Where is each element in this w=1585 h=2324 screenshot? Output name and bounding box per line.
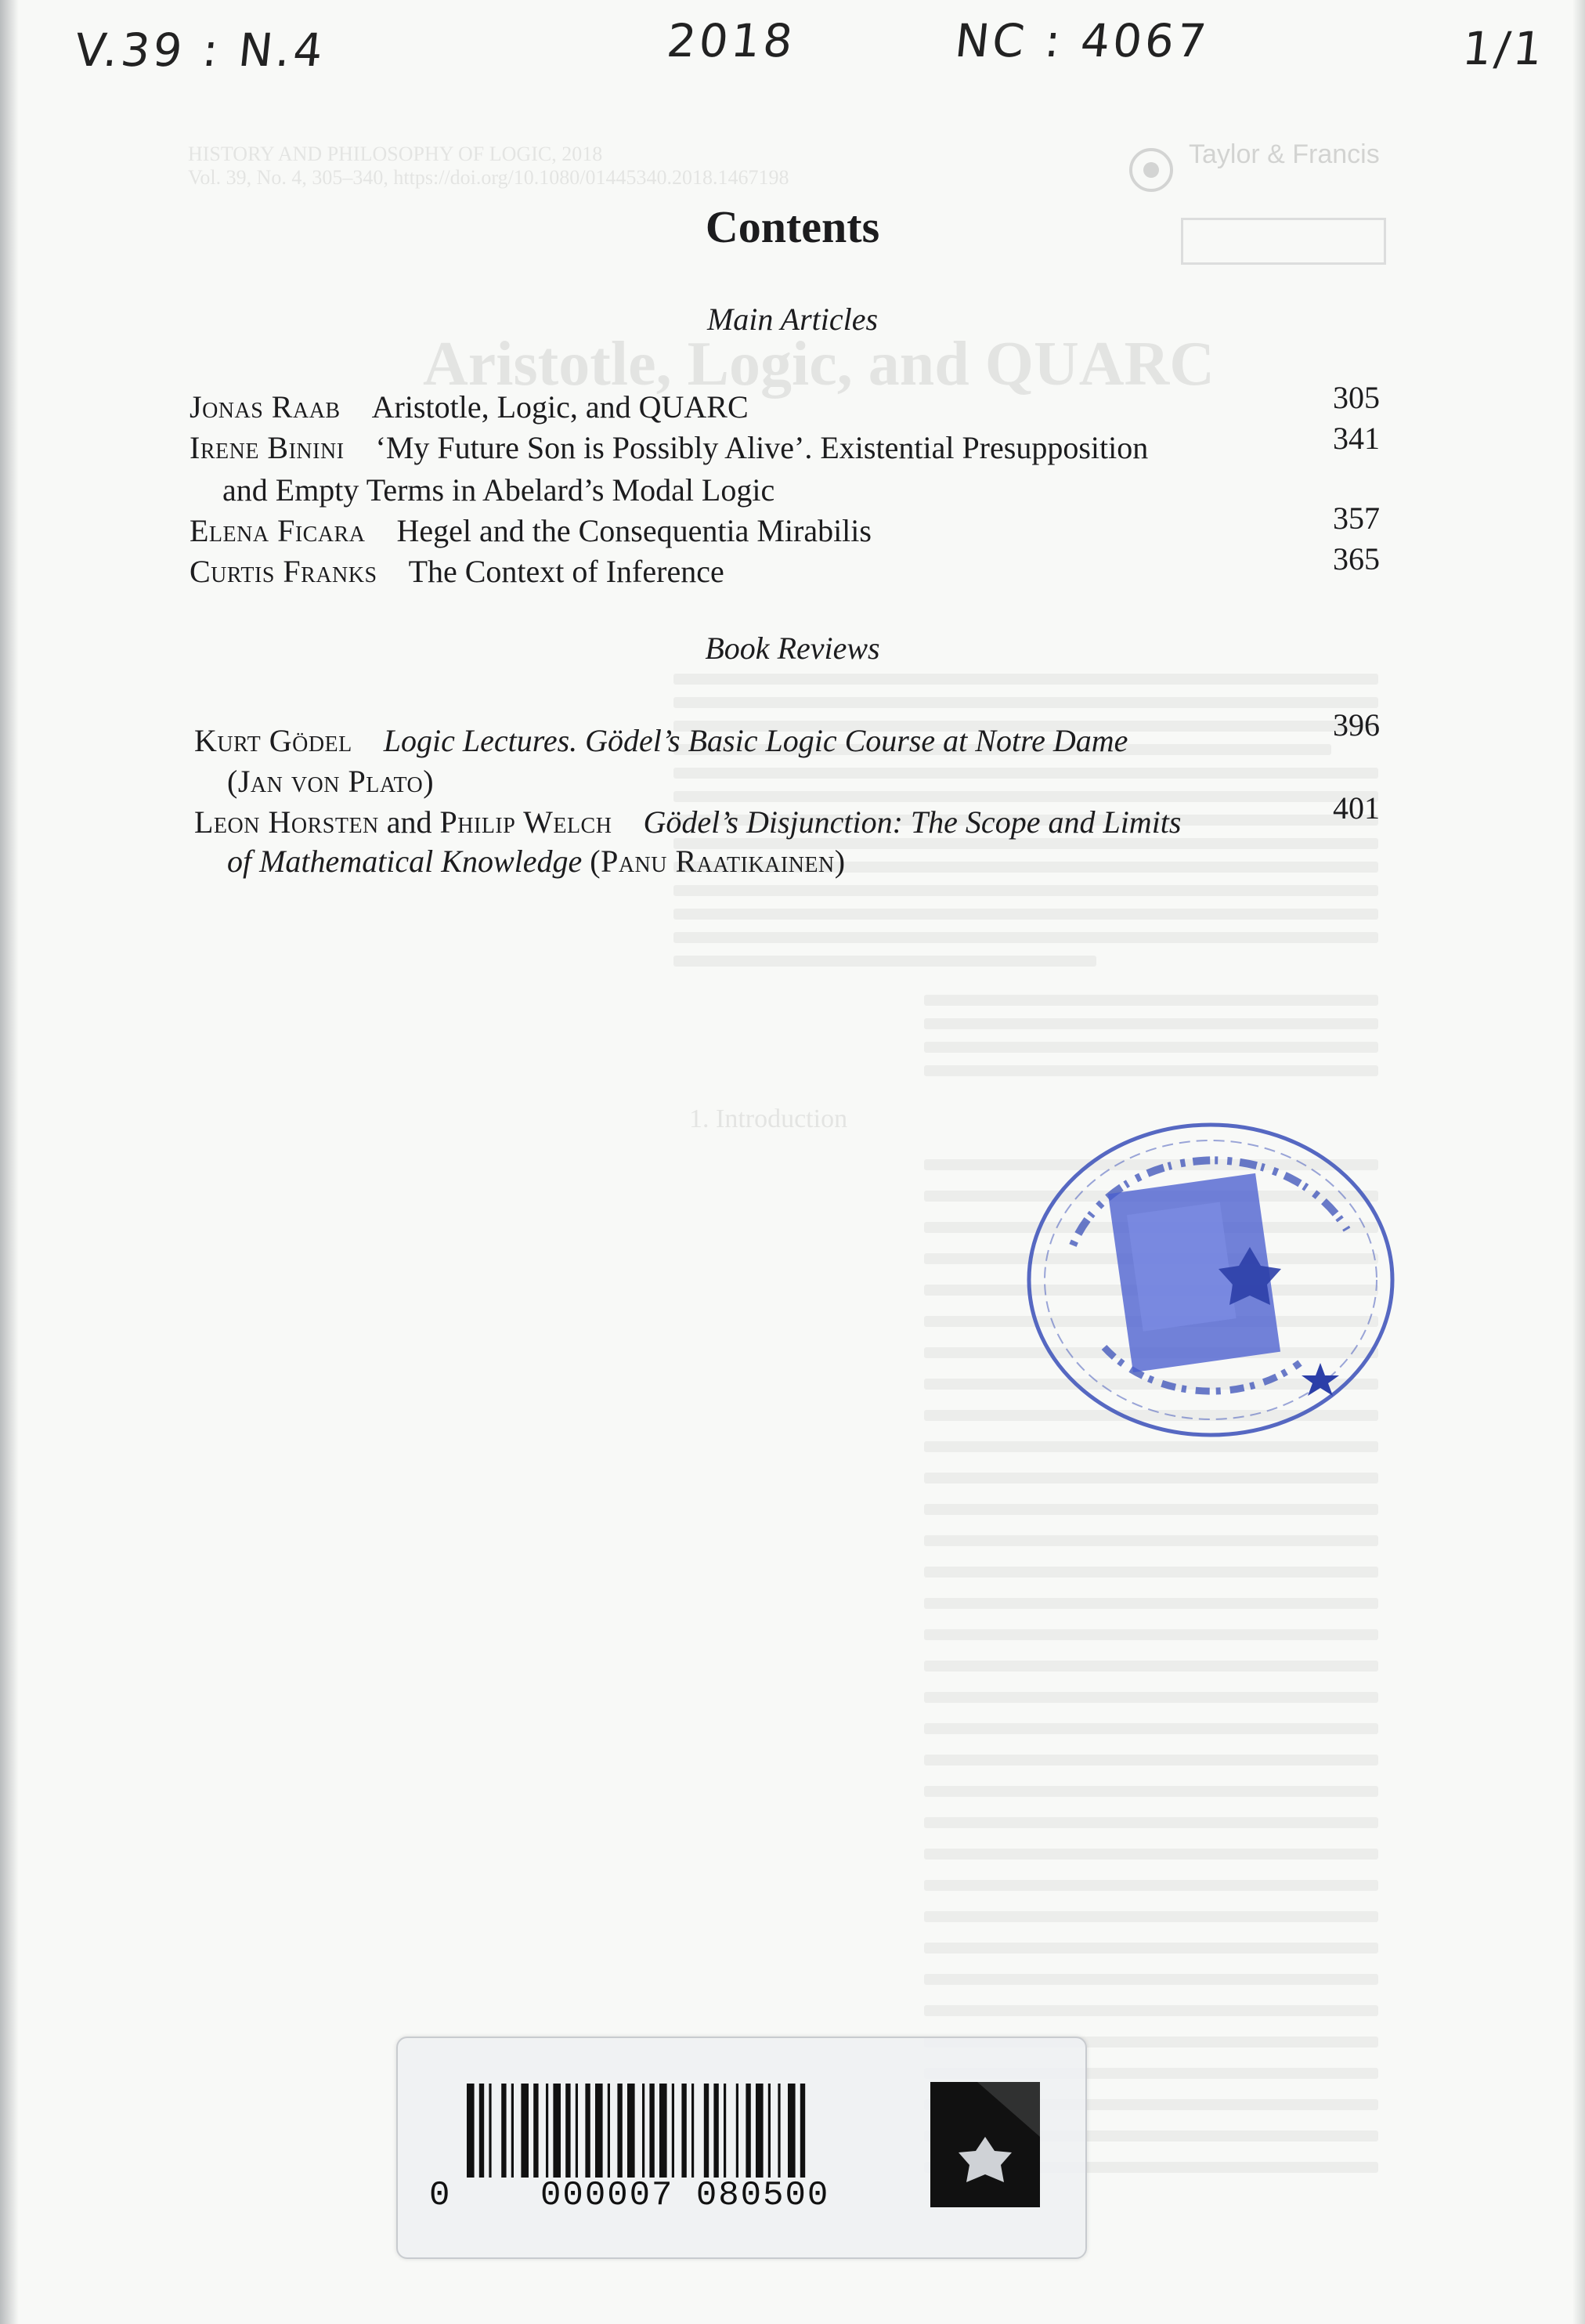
- toc-entry-horsten-welch-review[interactable]: [194, 804, 1181, 841]
- toc-title: Hegel and the Consequentia Mirabilis: [396, 513, 872, 548]
- bleed-text-line: [673, 956, 1096, 967]
- toc-page-number: 341: [1333, 421, 1380, 456]
- barcode-bar: [672, 2084, 674, 2178]
- barcode-bar: [546, 2084, 548, 2178]
- barcode-bar: [501, 2084, 506, 2178]
- barcode-icon: [467, 2084, 858, 2178]
- bleed-text-line: [924, 1974, 1378, 1985]
- toc-title: Gödel’s Disjunction: The Scope and Limits: [643, 804, 1182, 840]
- bleed-text-line: [924, 995, 1378, 1006]
- toc-author: Curtis Franks: [190, 554, 377, 589]
- book-reviews-heading: Book Reviews: [705, 631, 880, 666]
- handwritten-copy: 1/1: [1460, 22, 1548, 75]
- bleed-text-line: [924, 1065, 1378, 1076]
- barcode-bar: [467, 2084, 475, 2178]
- toc-title-continuation: [227, 843, 846, 880]
- barcode-bar: [489, 2084, 491, 2178]
- bleed-text-line: [924, 1441, 1378, 1452]
- toc-title-cont: of Mathematical Knowledge: [227, 844, 583, 879]
- bleed-text-line: [924, 1692, 1378, 1703]
- publisher-logo-icon: [1128, 135, 1386, 205]
- barcode-bar: [768, 2084, 771, 2178]
- bleed-text-line: [673, 932, 1378, 943]
- barcode-bar: [691, 2084, 694, 2178]
- bleed-section-heading: 1. Introduction: [689, 1104, 848, 1133]
- bleed-text-line: [924, 1723, 1378, 1734]
- barcode-bar: [479, 2084, 484, 2178]
- bleed-text-line: [924, 1817, 1378, 1828]
- toc-page-number: 357: [1333, 501, 1380, 536]
- toc-author: Irene Binini: [190, 430, 345, 465]
- toc-author: Kurt Gödel: [194, 723, 352, 758]
- barcode-bar: [746, 2084, 750, 2178]
- toc-author: Leon Horsten: [194, 804, 379, 840]
- toc-author: Philip Welch: [439, 804, 612, 840]
- toc-author: Elena Ficara: [190, 513, 366, 548]
- toc-title-continuation: and Empty Terms in Abelard’s Modal Logic: [222, 472, 775, 508]
- bleed-text-line: [673, 885, 1378, 896]
- barcode-bar: [788, 2084, 796, 2178]
- bleed-text-line: [924, 1880, 1378, 1891]
- barcode-bar: [627, 2084, 635, 2178]
- toc-entry-binini[interactable]: [190, 429, 1148, 467]
- bleed-text-line: [924, 1567, 1378, 1578]
- page-title: Contents: [705, 201, 880, 252]
- barcode-bar: [565, 2084, 570, 2178]
- bleed-text-line: [924, 1535, 1378, 1546]
- barcode-bar: [511, 2084, 514, 2178]
- toc-page-number: 401: [1333, 790, 1380, 826]
- toc-entry-ficara[interactable]: [190, 512, 872, 550]
- barcode-bar: [617, 2084, 622, 2178]
- barcode-bar: [800, 2084, 805, 2178]
- handwritten-volume: V.39 : N.4: [72, 23, 329, 77]
- bleed-text-line: [673, 791, 1378, 802]
- bleed-text-line: [924, 2005, 1378, 2016]
- bleed-text-line: [924, 1504, 1378, 1515]
- barcode-bar: [681, 2084, 686, 2178]
- toc-page-number: 396: [1333, 707, 1380, 743]
- bleed-text-line: [924, 1473, 1378, 1484]
- toc-page-number: 305: [1333, 380, 1380, 415]
- barcode-digits: 0 000007 080500: [429, 2176, 830, 2215]
- bleed-text-line: [924, 1661, 1378, 1672]
- bleed-text-line: [924, 1943, 1378, 1954]
- library-logo-icon: [930, 2082, 1040, 2207]
- barcode-bar: [756, 2084, 764, 2178]
- bleed-text-line: [924, 1042, 1378, 1053]
- barcode-bar: [778, 2084, 780, 2178]
- toc-title: ‘My Future Son is Possibly Alive’. Existential Presupposition: [375, 430, 1149, 465]
- bleed-header-line1: HISTORY AND PHILOSOPHY OF LOGIC, 2018: [188, 143, 603, 165]
- barcode-bar: [642, 2084, 644, 2178]
- barcode-bar: [659, 2084, 667, 2178]
- barcode-bar: [736, 2084, 738, 2178]
- bleed-text-line: [924, 1598, 1378, 1609]
- barcode-bar: [704, 2084, 709, 2178]
- barcode-bar: [521, 2084, 529, 2178]
- barcode-bar: [649, 2084, 654, 2178]
- handwritten-accession: NC : 4067: [952, 14, 1212, 67]
- bleed-text-line: [924, 1849, 1378, 1860]
- page-edge-right: [1572, 0, 1585, 2324]
- toc-author-joiner: and: [386, 804, 432, 840]
- bleed-header-line2: Vol. 39, No. 4, 305–340, https://doi.org/10.1080/01445340.2018.1467198: [188, 166, 789, 189]
- bleed-text-line: [673, 768, 1378, 779]
- barcode-bar: [553, 2084, 561, 2178]
- toc-title: The Context of Inference: [408, 554, 724, 589]
- bleed-publisher: Taylor & Francis: [1189, 139, 1380, 169]
- barcode-bar: [724, 2084, 726, 2178]
- page-edge-shadow: [0, 0, 19, 2324]
- library-stamp-icon: [1018, 1104, 1410, 1441]
- toc-author: Jonas Raab: [190, 389, 341, 425]
- bleed-text-line: [673, 909, 1378, 920]
- barcode-bar: [595, 2084, 603, 2178]
- barcode-sticker: [396, 2037, 1087, 2259]
- bleed-text-line: [924, 1629, 1378, 1640]
- main-articles-heading: Main Articles: [706, 302, 879, 337]
- bleed-text-line: [673, 674, 1378, 685]
- barcode-bar: [713, 2084, 718, 2178]
- toc-title: Aristotle, Logic, and QUARC: [371, 389, 749, 425]
- bleed-text-line: [924, 1755, 1378, 1766]
- barcode-bar: [576, 2084, 578, 2178]
- bleed-header: [188, 143, 789, 190]
- bleed-text-line: [673, 697, 1378, 708]
- bleed-text-line: [924, 1911, 1378, 1922]
- toc-entry-raab[interactable]: [190, 389, 749, 426]
- bleed-text-line: [924, 1018, 1378, 1029]
- bleed-text-line: [924, 1786, 1378, 1797]
- handwritten-year: 2018: [664, 14, 799, 67]
- toc-entry-franks[interactable]: [190, 553, 724, 591]
- toc-reviewer: (Jan von Plato): [227, 764, 435, 799]
- bleed-article-title: Aristotle, Logic, and QUARC: [423, 330, 1215, 399]
- barcode-bar: [608, 2084, 610, 2178]
- toc-page-number: 365: [1333, 541, 1380, 576]
- barcode-bar: [585, 2084, 590, 2178]
- toc-entry-godel-review[interactable]: [194, 722, 1128, 760]
- toc-title: Logic Lectures. Gödel’s Basic Logic Course at Notre Dame: [383, 723, 1128, 758]
- toc-reviewer: (Panu Raatikainen): [590, 844, 846, 879]
- barcode-bar: [533, 2084, 538, 2178]
